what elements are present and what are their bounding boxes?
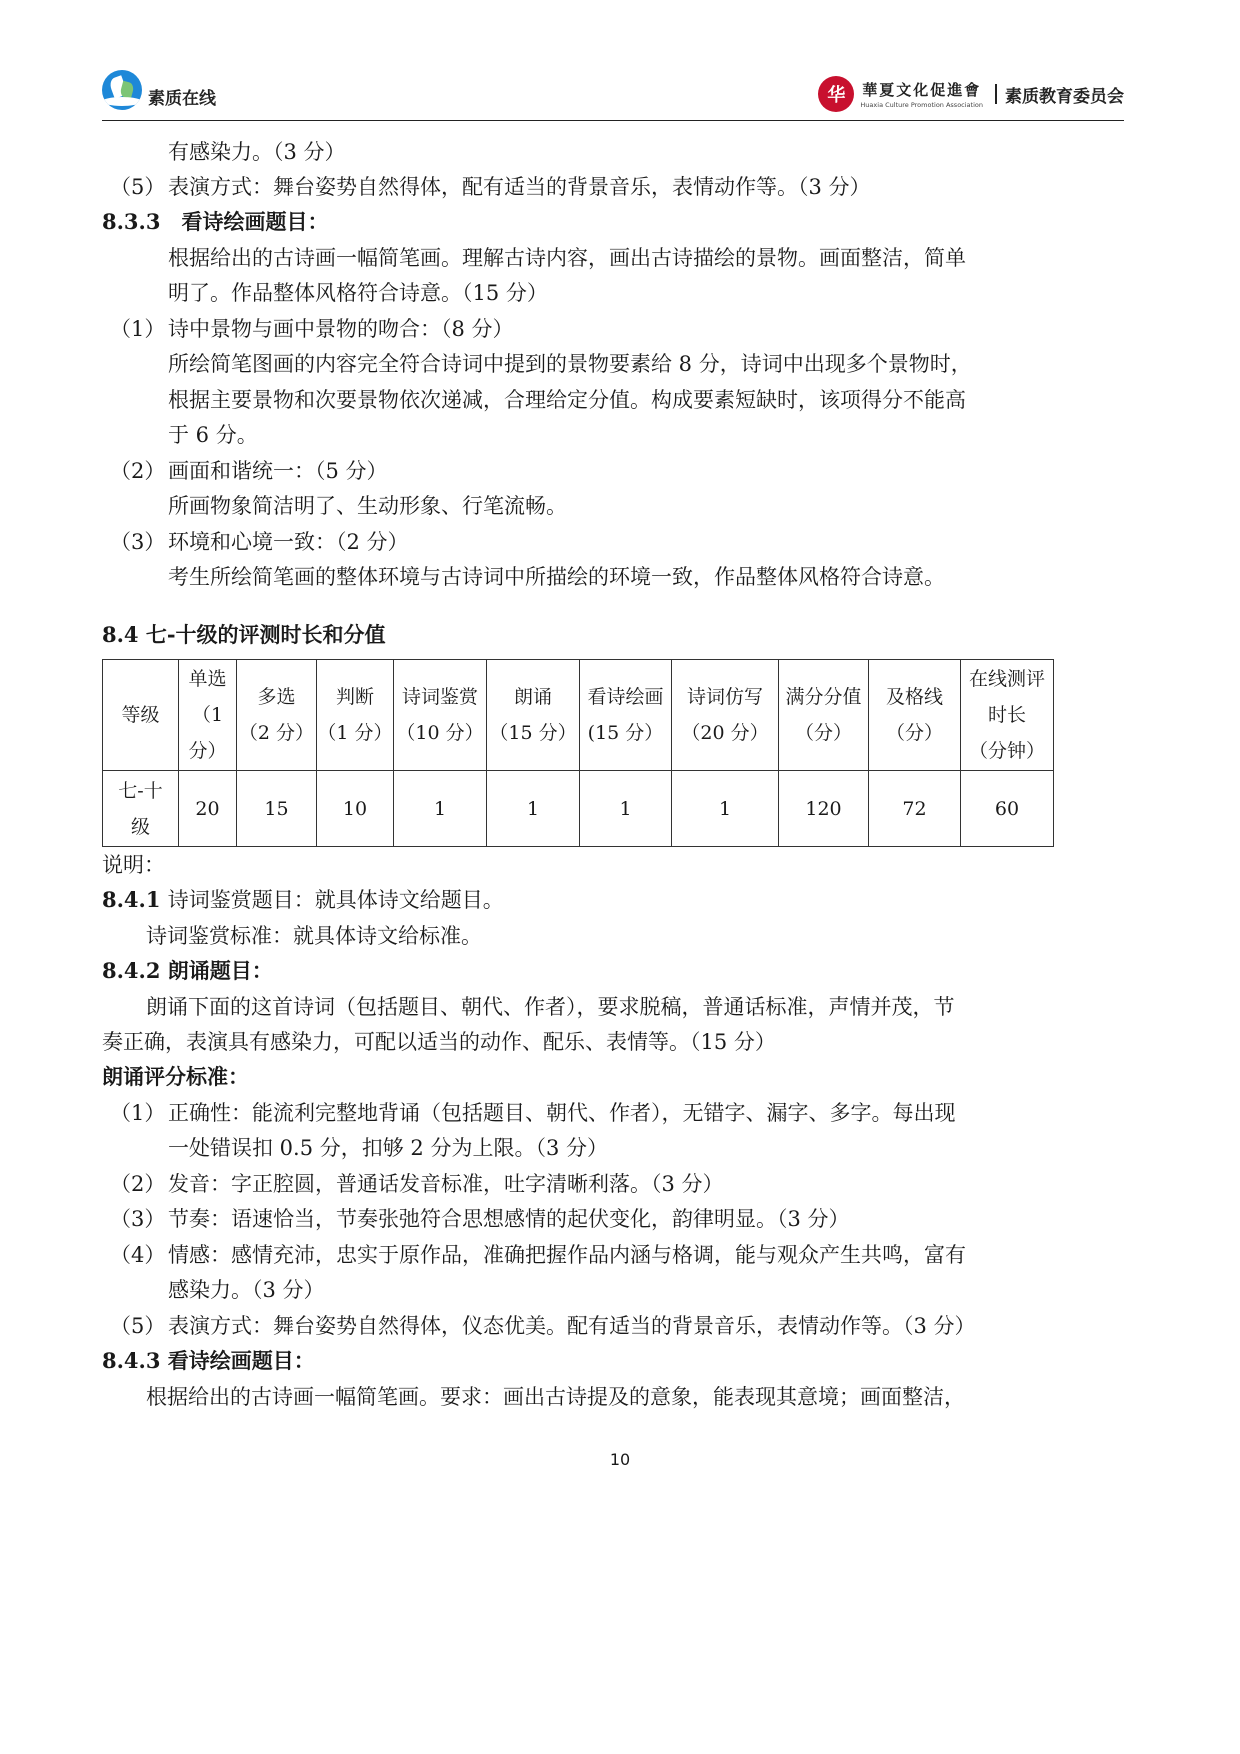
header-cell: 判断 （1 分） (317, 660, 394, 771)
item-number: （1） (110, 1101, 166, 1125)
org-name-cn: 華夏文化促進會 (862, 81, 982, 99)
text-line: 诗词鉴赏标准：就具体诗文给标准。 (146, 924, 482, 948)
item-number: （1） (110, 317, 166, 341)
value-cell: 15 (237, 771, 317, 847)
value-cell: 1 (672, 771, 779, 847)
item-number: （2） (110, 459, 166, 483)
level-cell: 七-十 级 (103, 771, 179, 847)
page-number: 10 (609, 1450, 631, 1469)
text-line: 所画物象简洁明了、生动形象、行笔流畅。 (168, 494, 567, 518)
text-line: 画面和谐统一：（5 分） (168, 459, 388, 483)
value-cell: 120 (779, 771, 869, 847)
text-line: 表演方式：舞台姿势自然得体，配有适当的背景音乐，表情动作等。（3 分） (168, 175, 871, 199)
header-divider (995, 84, 997, 104)
text-line: 明了。作品整体风格符合诗意。（15 分） (168, 281, 548, 305)
committee-name: 素质教育委员会 (1005, 86, 1124, 107)
org-name-en: Huaxia Culture Promotion Association (860, 101, 983, 109)
item-number: （5） (110, 1314, 166, 1338)
text-line: 表演方式：舞台姿势自然得体，仪态优美。配有适当的背景音乐，表情动作等。（3 分） (168, 1314, 976, 1338)
page-header (102, 62, 1124, 121)
section-heading: 8.4.2 朗诵题目： (102, 958, 273, 983)
brand-name: 素质在线 (148, 88, 216, 109)
section-heading: 8.3.3 看诗绘画题目： (102, 209, 329, 234)
org-name-block (860, 79, 983, 109)
text-line: 考生所绘简笔画的整体环境与古诗词中所描绘的环境一致，作品整体风格符合诗意。 (168, 565, 945, 589)
text-line: 根据主要景物和次要景物依次递减，合理给定分值。构成要素短缺时，该项得分不能高 (168, 388, 966, 412)
header-cell: 朗诵 （15 分） (487, 660, 580, 771)
text-line: 有感染力。（3 分） (168, 140, 346, 164)
org-logo (818, 76, 1124, 112)
value-cell: 72 (869, 771, 961, 847)
text-line: 所绘简笔图画的内容完全符合诗词中提到的景物要素给 8 分，诗词中出现多个景物时， (168, 352, 972, 376)
table-row (103, 771, 1054, 847)
text-line: 发音：字正腔圆，普通话发音标准，吐字清晰利落。（3 分） (168, 1172, 724, 1196)
header-cell: 诗词仿写 （20 分） (672, 660, 779, 771)
section-heading: 8.4.1 诗词鉴赏题目：就具体诗文给题目。 (102, 887, 504, 912)
item-number: （4） (110, 1243, 166, 1267)
brand-logo (102, 70, 216, 110)
text-line: 感染力。（3 分） (168, 1278, 325, 1302)
text-line: 正确性：能流利完整地背诵（包括题目、朝代、作者），无错字、漏字、多字。每出现 (168, 1101, 956, 1125)
value-cell: 1 (487, 771, 580, 847)
section-heading: 8.4.3 看诗绘画题目： (102, 1348, 315, 1373)
sprout-logo-icon (102, 70, 142, 110)
header-cell: 看诗绘画 (15 分） (580, 660, 672, 771)
value-cell: 1 (394, 771, 487, 847)
header-cell: 等级 (103, 660, 179, 771)
item-number: （2） (110, 1172, 166, 1196)
text-line: 根据给出的古诗画一幅简笔画。要求：画出古诗提及的意象，能表现其意境；画面整洁， (146, 1385, 965, 1409)
org-seal-icon: 华 (818, 76, 854, 112)
header-cell: 在线测评 时长 （分钟） (961, 660, 1054, 771)
text-line: 说明： (102, 853, 165, 877)
section-heading: 朗诵评分标准： (102, 1064, 249, 1089)
table-header-row (103, 660, 1054, 771)
section-heading: 8.4 七-十级的评测时长和分值 (102, 622, 386, 647)
text-line: 诗中景物与画中景物的吻合：（8 分） (168, 317, 514, 341)
item-number: （3） (110, 1207, 166, 1231)
header-cell: 单选 （1 分） (179, 660, 237, 771)
header-cell: 及格线 （分） (869, 660, 961, 771)
score-table (102, 659, 1054, 847)
item-number: （5） (110, 175, 166, 199)
text-line: 奏正确，表演具有感染力，可配以适当的动作、配乐、表情等。（15 分） (102, 1030, 776, 1054)
header-cell: 诗词鉴赏 （10 分） (394, 660, 487, 771)
value-cell: 10 (317, 771, 394, 847)
header-cell: 满分分值 （分） (779, 660, 869, 771)
text-line: 于 6 分。 (168, 423, 258, 447)
text-line: 朗诵下面的这首诗词（包括题目、朝代、作者），要求脱稿，普通话标准，声情并茂，节 (146, 995, 955, 1019)
item-number: （3） (110, 530, 166, 554)
text-line: 情感：感情充沛，忠实于原作品，准确把握作品内涵与格调，能与观众产生共鸣，富有 (168, 1243, 966, 1267)
text-line: 节奏：语速恰当，节奏张弛符合思想感情的起伏变化，韵律明显。（3 分） (168, 1207, 850, 1231)
value-cell: 60 (961, 771, 1054, 847)
header-cell: 多选 （2 分） (237, 660, 317, 771)
text-line: 环境和心境一致：（2 分） (168, 530, 409, 554)
value-cell: 20 (179, 771, 237, 847)
text-line: 一处错误扣 0.5 分，扣够 2 分为上限。（3 分） (168, 1136, 608, 1160)
text-line: 根据给出的古诗画一幅简笔画。理解古诗内容，画出古诗描绘的景物。画面整洁，简单 (168, 246, 966, 270)
value-cell: 1 (580, 771, 672, 847)
